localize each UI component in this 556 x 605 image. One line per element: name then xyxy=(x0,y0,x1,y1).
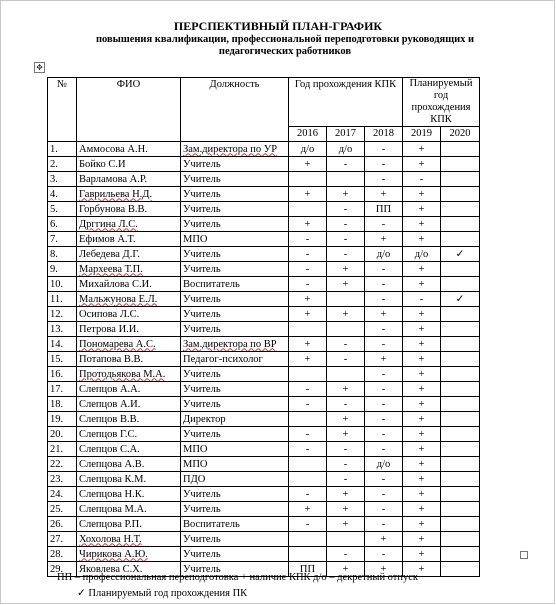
row-number: 26. xyxy=(48,517,77,532)
plan-table xyxy=(47,77,480,577)
row-year-2020 xyxy=(441,487,480,502)
row-year-2017: - xyxy=(327,472,365,487)
row-year-2019: - xyxy=(403,292,441,307)
row-number: 21. xyxy=(48,442,77,457)
row-position: ПДО xyxy=(181,472,289,487)
row-year-2017: - xyxy=(327,397,365,412)
row-year-2018: - xyxy=(365,172,403,187)
row-year-2019: + xyxy=(403,322,441,337)
row-name: Горбунова В.В. xyxy=(77,202,181,217)
row-year-2018: - xyxy=(365,502,403,517)
row-name: Слепцов А.А. xyxy=(77,382,181,397)
row-year-2020 xyxy=(441,382,480,397)
row-number: 27. xyxy=(48,532,77,547)
row-year-2016: - xyxy=(289,397,327,412)
row-year-2018: - xyxy=(365,337,403,352)
row-year-2019: + xyxy=(403,352,441,367)
row-position xyxy=(181,337,289,352)
row-year-2020 xyxy=(441,262,480,277)
row-year-2019: д/о xyxy=(403,247,441,262)
table-row xyxy=(48,442,480,457)
row-year-2016: + xyxy=(289,502,327,517)
row-year-2020 xyxy=(441,517,480,532)
table-row xyxy=(48,337,480,352)
row-number: 16. xyxy=(48,367,77,382)
row-year-2018: д/о xyxy=(365,247,403,262)
row-name: Аммосова А.Н. xyxy=(77,142,181,157)
row-year-2019: + xyxy=(403,232,441,247)
row-number: 28. xyxy=(48,547,77,562)
row-name: Слепцова К.М. xyxy=(77,472,181,487)
row-year-2018: - xyxy=(365,442,403,457)
row-year-2019: + xyxy=(403,337,441,352)
row-year-2020 xyxy=(441,562,480,577)
row-name: Михайлова С.И. xyxy=(77,277,181,292)
row-number: 18. xyxy=(48,397,77,412)
row-year-2019: + xyxy=(403,562,441,577)
row-year-2020 xyxy=(441,187,480,202)
table-row xyxy=(48,427,480,442)
row-year-2017: + xyxy=(327,412,365,427)
row-name: Яковлева С.Х. xyxy=(77,562,181,577)
spellcheck-name: Пономарева А.С. xyxy=(79,338,156,350)
row-number: 6. xyxy=(48,217,77,232)
row-number: 19. xyxy=(48,412,77,427)
header-year-2020: 2020 xyxy=(441,127,480,142)
header-year-2017: 2017 xyxy=(327,127,365,142)
row-number: 29. xyxy=(48,562,77,577)
row-year-2020 xyxy=(441,442,480,457)
row-year-2020 xyxy=(441,202,480,217)
row-year-2020 xyxy=(441,457,480,472)
row-number: 9. xyxy=(48,262,77,277)
row-name xyxy=(77,217,181,232)
row-name: Слепцова М.А. xyxy=(77,502,181,517)
row-position: Учитель xyxy=(181,322,289,337)
row-name xyxy=(77,292,181,307)
table-row xyxy=(48,412,480,427)
header-name: ФИО xyxy=(77,78,181,142)
row-year-2019: + xyxy=(403,142,441,157)
table-row xyxy=(48,172,480,187)
row-year-2020 xyxy=(441,547,480,562)
spellcheck-name: Мальжунова Е.Л. xyxy=(79,293,158,305)
table-row xyxy=(48,487,480,502)
row-year-2020 xyxy=(441,307,480,322)
row-year-2019: - xyxy=(403,172,441,187)
row-year-2018: - xyxy=(365,397,403,412)
document-title: ПЕРСПЕКТИВНЫЙ ПЛАН-ГРАФИК xyxy=(173,19,383,33)
row-name: Бойко С.И xyxy=(77,157,181,172)
row-year-2020 xyxy=(441,397,480,412)
table-row xyxy=(48,352,480,367)
row-position: МПО xyxy=(181,232,289,247)
table-row xyxy=(48,382,480,397)
row-year-2016: + xyxy=(289,157,327,172)
row-name: Варламова А.Р. xyxy=(77,172,181,187)
row-year-2017: + xyxy=(327,277,365,292)
row-position: Учитель xyxy=(181,172,289,187)
table-row xyxy=(48,502,480,517)
header-planned-year: Планируемый год прохождения КПК xyxy=(403,78,480,127)
row-year-2019: + xyxy=(403,412,441,427)
row-year-2019: + xyxy=(403,397,441,412)
row-name: Слепцов Г.С. xyxy=(77,427,181,442)
row-year-2016 xyxy=(289,547,327,562)
row-position: Учитель xyxy=(181,502,289,517)
row-year-2016: + xyxy=(289,187,327,202)
row-year-2017: - xyxy=(327,337,365,352)
row-year-2017: + xyxy=(327,187,365,202)
table-row xyxy=(48,232,480,247)
table-resize-handle-icon[interactable] xyxy=(520,551,528,559)
row-position: Учитель xyxy=(181,262,289,277)
row-position: Учитель xyxy=(181,367,289,382)
row-year-2016: + xyxy=(289,352,327,367)
row-name xyxy=(77,532,181,547)
row-year-2020 xyxy=(441,337,480,352)
row-year-2018: + xyxy=(365,352,403,367)
row-number: 23. xyxy=(48,472,77,487)
row-year-2016: + xyxy=(289,337,327,352)
row-year-2017: - xyxy=(327,232,365,247)
row-year-2017: + xyxy=(327,382,365,397)
row-position: Педагог-психолог xyxy=(181,352,289,367)
row-year-2018: - xyxy=(365,547,403,562)
row-year-2019: + xyxy=(403,367,441,382)
row-year-2016 xyxy=(289,532,327,547)
spellcheck-name: Мархеева Т.П. xyxy=(79,263,143,275)
table-row xyxy=(48,367,480,382)
row-year-2018: - xyxy=(365,142,403,157)
row-year-2018: - xyxy=(365,427,403,442)
table-row xyxy=(48,142,480,157)
row-year-2020: ✓ xyxy=(441,292,480,307)
header-year-2016: 2016 xyxy=(289,127,327,142)
row-year-2016: ПП xyxy=(289,562,327,577)
row-number: 1. xyxy=(48,142,77,157)
legend-line-2: ✓ Планируемый год прохождения ПК xyxy=(77,588,248,599)
row-position: Учитель xyxy=(181,187,289,202)
table-row xyxy=(48,547,480,562)
row-number: 22. xyxy=(48,457,77,472)
document-subtitle: повышения квалификации, профессиональной переподготовки руководящих и педагогических работников xyxy=(95,34,475,57)
row-year-2019: + xyxy=(403,202,441,217)
row-year-2018: - xyxy=(365,262,403,277)
row-year-2016 xyxy=(289,367,327,382)
row-year-2017: + xyxy=(327,427,365,442)
row-position: Учитель xyxy=(181,562,289,577)
row-position xyxy=(181,142,289,157)
row-number: 15. xyxy=(48,352,77,367)
row-year-2018: + xyxy=(365,532,403,547)
row-year-2020 xyxy=(441,472,480,487)
row-year-2018: - xyxy=(365,472,403,487)
row-year-2020 xyxy=(441,412,480,427)
row-name xyxy=(77,547,181,562)
table-row xyxy=(48,457,480,472)
row-year-2016: - xyxy=(289,442,327,457)
spellcheck-name: Дрггина Л.С. xyxy=(79,218,138,230)
row-name: Лебедева Д.Г. xyxy=(77,247,181,262)
spellcheck-name: Хохолова Н.Т. xyxy=(79,533,142,545)
row-year-2017 xyxy=(327,292,365,307)
spellcheck-position: Зам.директора по ВР xyxy=(183,338,277,350)
row-year-2017: - xyxy=(327,247,365,262)
table-row xyxy=(48,532,480,547)
row-name: Петрова И.И. xyxy=(77,322,181,337)
row-name xyxy=(77,262,181,277)
row-position: Учитель xyxy=(181,157,289,172)
row-position: Учитель xyxy=(181,427,289,442)
row-position: Учитель xyxy=(181,202,289,217)
row-year-2018: - xyxy=(365,157,403,172)
row-name: Слепцова А.В. xyxy=(77,457,181,472)
row-year-2018: - xyxy=(365,517,403,532)
row-year-2017 xyxy=(327,367,365,382)
row-year-2019: + xyxy=(403,472,441,487)
row-year-2016 xyxy=(289,172,327,187)
row-year-2017: + xyxy=(327,487,365,502)
table-row xyxy=(48,517,480,532)
row-number: 17. xyxy=(48,382,77,397)
row-name xyxy=(77,367,181,382)
row-year-2017: + xyxy=(327,517,365,532)
spellcheck-position: Зам.директора по УР xyxy=(183,143,278,155)
row-year-2017 xyxy=(327,322,365,337)
legend-line-1: ПП – профессиональная переподготовка + наличие КПК д/о – декретный отпуск xyxy=(57,572,419,583)
row-year-2016 xyxy=(289,202,327,217)
row-year-2019: + xyxy=(403,442,441,457)
row-position: Учитель xyxy=(181,217,289,232)
row-year-2017: + xyxy=(327,502,365,517)
row-position: МПО xyxy=(181,442,289,457)
row-year-2016: + xyxy=(289,307,327,322)
row-year-2016: - xyxy=(289,427,327,442)
row-position: МПО xyxy=(181,457,289,472)
row-number: 7. xyxy=(48,232,77,247)
row-name: Слепцов В.В. xyxy=(77,412,181,427)
row-number: 8. xyxy=(48,247,77,262)
row-year-2016: + xyxy=(289,292,327,307)
row-year-2020 xyxy=(441,502,480,517)
row-year-2018: + xyxy=(365,562,403,577)
row-year-2016: - xyxy=(289,232,327,247)
row-year-2017 xyxy=(327,532,365,547)
row-year-2018: + xyxy=(365,187,403,202)
row-number: 20. xyxy=(48,427,77,442)
row-position: Учитель xyxy=(181,547,289,562)
row-year-2020 xyxy=(441,367,480,382)
row-year-2016 xyxy=(289,412,327,427)
row-year-2017: - xyxy=(327,157,365,172)
row-year-2019: + xyxy=(403,382,441,397)
row-year-2019: + xyxy=(403,277,441,292)
row-number: 25. xyxy=(48,502,77,517)
row-year-2017: - xyxy=(327,352,365,367)
row-year-2016: - xyxy=(289,517,327,532)
row-year-2018: д/о xyxy=(365,457,403,472)
row-year-2016 xyxy=(289,457,327,472)
row-position: Учитель xyxy=(181,487,289,502)
spellcheck-name: Чирикова А.Ю. xyxy=(79,548,148,560)
spellcheck-name: Гаврильева Н.Д. xyxy=(79,188,153,200)
row-position: Воспитатель xyxy=(181,517,289,532)
table-row xyxy=(48,217,480,232)
row-year-2017: д/о xyxy=(327,142,365,157)
row-year-2019: + xyxy=(403,532,441,547)
row-number: 5. xyxy=(48,202,77,217)
row-position: Воспитатель xyxy=(181,277,289,292)
row-year-2020 xyxy=(441,142,480,157)
row-name xyxy=(77,187,181,202)
row-year-2020 xyxy=(441,277,480,292)
row-year-2018: - xyxy=(365,487,403,502)
row-year-2020: ✓ xyxy=(441,247,480,262)
row-year-2018: - xyxy=(365,382,403,397)
row-number: 12. xyxy=(48,307,77,322)
row-year-2019: + xyxy=(403,427,441,442)
row-year-2016: - xyxy=(289,382,327,397)
row-year-2018: - xyxy=(365,367,403,382)
row-year-2019: + xyxy=(403,262,441,277)
table-row xyxy=(48,187,480,202)
table-row xyxy=(48,397,480,412)
row-number: 10. xyxy=(48,277,77,292)
row-year-2019: + xyxy=(403,517,441,532)
row-year-2020 xyxy=(441,352,480,367)
row-year-2016: - xyxy=(289,487,327,502)
header-position: Должность xyxy=(181,78,289,142)
row-year-2018: ПП xyxy=(365,202,403,217)
row-year-2017: - xyxy=(327,457,365,472)
row-year-2018: - xyxy=(365,412,403,427)
row-year-2020 xyxy=(441,322,480,337)
row-year-2016: д/о xyxy=(289,142,327,157)
table-row xyxy=(48,322,480,337)
row-number: 24. xyxy=(48,487,77,502)
row-name xyxy=(77,337,181,352)
row-year-2017: + xyxy=(327,307,365,322)
row-name: Осипова Л.С. xyxy=(77,307,181,322)
row-position: Учитель xyxy=(181,307,289,322)
row-year-2019: + xyxy=(403,157,441,172)
row-year-2018: - xyxy=(365,217,403,232)
row-year-2019: + xyxy=(403,487,441,502)
row-number: 4. xyxy=(48,187,77,202)
row-year-2019: + xyxy=(403,547,441,562)
table-row xyxy=(48,247,480,262)
plan-table-body xyxy=(48,142,480,577)
table-row xyxy=(48,307,480,322)
row-number: 11. xyxy=(48,292,77,307)
row-year-2019: + xyxy=(403,457,441,472)
table-row xyxy=(48,292,480,307)
row-year-2017 xyxy=(327,172,365,187)
row-year-2020 xyxy=(441,232,480,247)
row-year-2017: - xyxy=(327,442,365,457)
row-year-2019: + xyxy=(403,217,441,232)
row-name: Потапова В.В. xyxy=(77,352,181,367)
row-year-2020 xyxy=(441,217,480,232)
row-year-2016: - xyxy=(289,247,327,262)
row-year-2016: - xyxy=(289,262,327,277)
row-year-2020 xyxy=(441,157,480,172)
spellcheck-name: Протодьякова М.А. xyxy=(79,368,166,380)
row-year-2017: + xyxy=(327,562,365,577)
row-year-2017: + xyxy=(327,262,365,277)
row-year-2019: + xyxy=(403,502,441,517)
row-position: Учитель xyxy=(181,382,289,397)
table-row xyxy=(48,262,480,277)
row-number: 13. xyxy=(48,322,77,337)
row-year-2020 xyxy=(441,172,480,187)
row-position: Учитель xyxy=(181,247,289,262)
row-position: Учитель xyxy=(181,292,289,307)
row-year-2020 xyxy=(441,532,480,547)
row-year-2018: - xyxy=(365,292,403,307)
row-name: Слепцов С.А. xyxy=(77,442,181,457)
row-year-2019: + xyxy=(403,307,441,322)
row-name: Ефимов А.Т. xyxy=(77,232,181,247)
header-num: № xyxy=(48,78,77,142)
row-position: Директор xyxy=(181,412,289,427)
table-row xyxy=(48,157,480,172)
row-year-2020 xyxy=(441,427,480,442)
header-year-2019: 2019 xyxy=(403,127,441,142)
header-year-2018: 2018 xyxy=(365,127,403,142)
table-row xyxy=(48,472,480,487)
table-row xyxy=(48,202,480,217)
row-year-2019: + xyxy=(403,187,441,202)
header-kpk-year: Год прохождения КПК xyxy=(289,78,403,127)
move-handle-icon[interactable]: ✥ xyxy=(34,62,45,73)
row-year-2018: - xyxy=(365,277,403,292)
row-year-2018: - xyxy=(365,322,403,337)
row-name: Слепцова Р.П. xyxy=(77,517,181,532)
row-name: Слепцова Н.К. xyxy=(77,487,181,502)
row-year-2017: - xyxy=(327,202,365,217)
row-year-2018: + xyxy=(365,307,403,322)
row-year-2016 xyxy=(289,322,327,337)
row-number: 14. xyxy=(48,337,77,352)
row-number: 2. xyxy=(48,157,77,172)
row-position: Учитель xyxy=(181,397,289,412)
row-year-2016 xyxy=(289,472,327,487)
row-year-2017: - xyxy=(327,547,365,562)
row-position: Учитель xyxy=(181,532,289,547)
table-row xyxy=(48,277,480,292)
row-year-2017: - xyxy=(327,217,365,232)
row-number: 3. xyxy=(48,172,77,187)
row-year-2016: + xyxy=(289,217,327,232)
row-year-2016: - xyxy=(289,277,327,292)
row-year-2018: + xyxy=(365,232,403,247)
row-name: Слепцов А.И. xyxy=(77,397,181,412)
